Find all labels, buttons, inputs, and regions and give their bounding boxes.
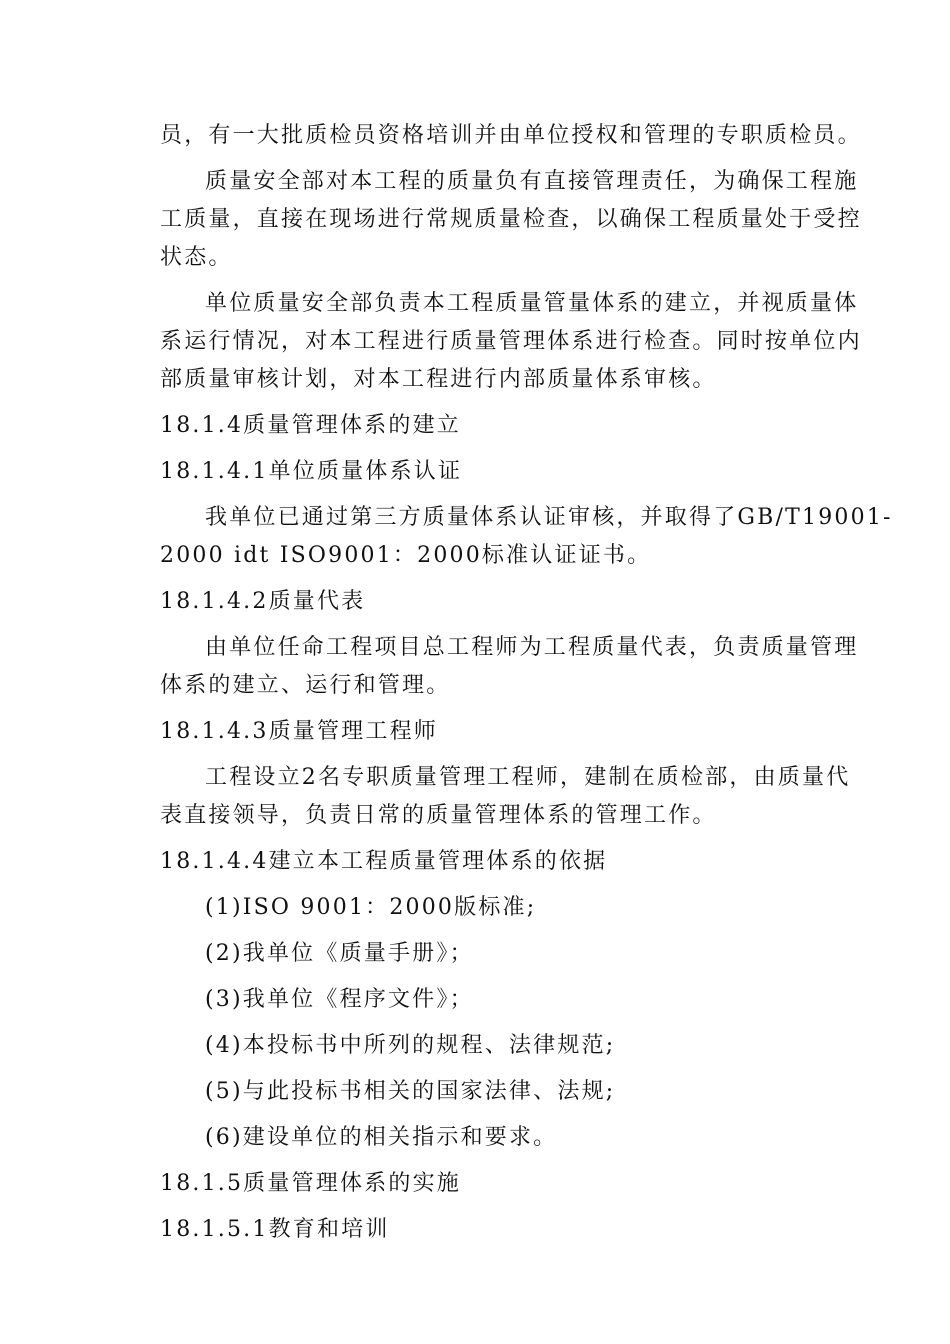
paragraph-line: 我单位已通过第三方质量体系认证审核，并取得了GB/T19001- <box>205 505 893 530</box>
section-heading: 18.1.4.4建立本工程质量管理体系的依据 <box>160 849 608 874</box>
paragraph-line: 表直接领导，负责日常的质量管理体系的管理工作。 <box>160 803 717 828</box>
section-heading: 18.1.4.3质量管理工程师 <box>160 719 438 744</box>
paragraph-line: 部质量审核计划，对本工程进行内部质量体系审核。 <box>160 367 717 392</box>
paragraph-line: 状态。 <box>160 245 233 270</box>
section-heading: 18.1.4质量管理体系的建立 <box>160 413 461 438</box>
section-heading: 18.1.5质量管理体系的实施 <box>160 1171 461 1196</box>
paragraph-line: 单位质量安全部负责本工程质量管量体系的建立，并视质量体 <box>205 291 859 316</box>
section-heading: 18.1.4.2质量代表 <box>160 589 366 614</box>
document-page <box>160 117 893 1249</box>
paragraph-line: 系运行情况，对本工程进行质量管理体系进行检查。同时按单位内 <box>160 329 862 354</box>
list-item: (6)建设单位的相关指示和要求。 <box>205 1125 558 1150</box>
paragraph-line: 由单位任命工程项目总工程师为工程质量代表，负责质量管理 <box>205 635 859 660</box>
paragraph-line: 工程设立2名专职质量管理工程师，建制在质检部，由质量代 <box>205 765 851 790</box>
list-item: (1)ISO 9001：2000版标准; <box>205 895 537 920</box>
paragraph-line: 体系的建立、运行和管理。 <box>160 673 451 698</box>
list-item: (4)本投标书中所列的规程、法律规范; <box>205 1033 616 1058</box>
paragraph-line: 质量安全部对本工程的质量负有直接管理责任，为确保工程施 <box>205 169 859 194</box>
paragraph-line: 工质量，直接在现场进行常规质量检查，以确保工程质量处于受控 <box>160 207 862 232</box>
section-heading: 18.1.4.1单位质量体系认证 <box>160 459 463 484</box>
list-item: (3)我单位《程序文件》； <box>205 987 474 1012</box>
list-item: (2)我单位《质量手册》； <box>205 941 474 966</box>
paragraph-line: 员，有一大批质检员资格培训并由单位授权和管理的专职质检员。 <box>160 123 862 148</box>
section-heading: 18.1.5.1教育和培训 <box>160 1217 390 1242</box>
list-item: (5)与此投标书相关的国家法律、法规; <box>205 1079 616 1104</box>
paragraph-line: 2000 idt ISO9001：2000标准认证证书。 <box>160 543 652 568</box>
